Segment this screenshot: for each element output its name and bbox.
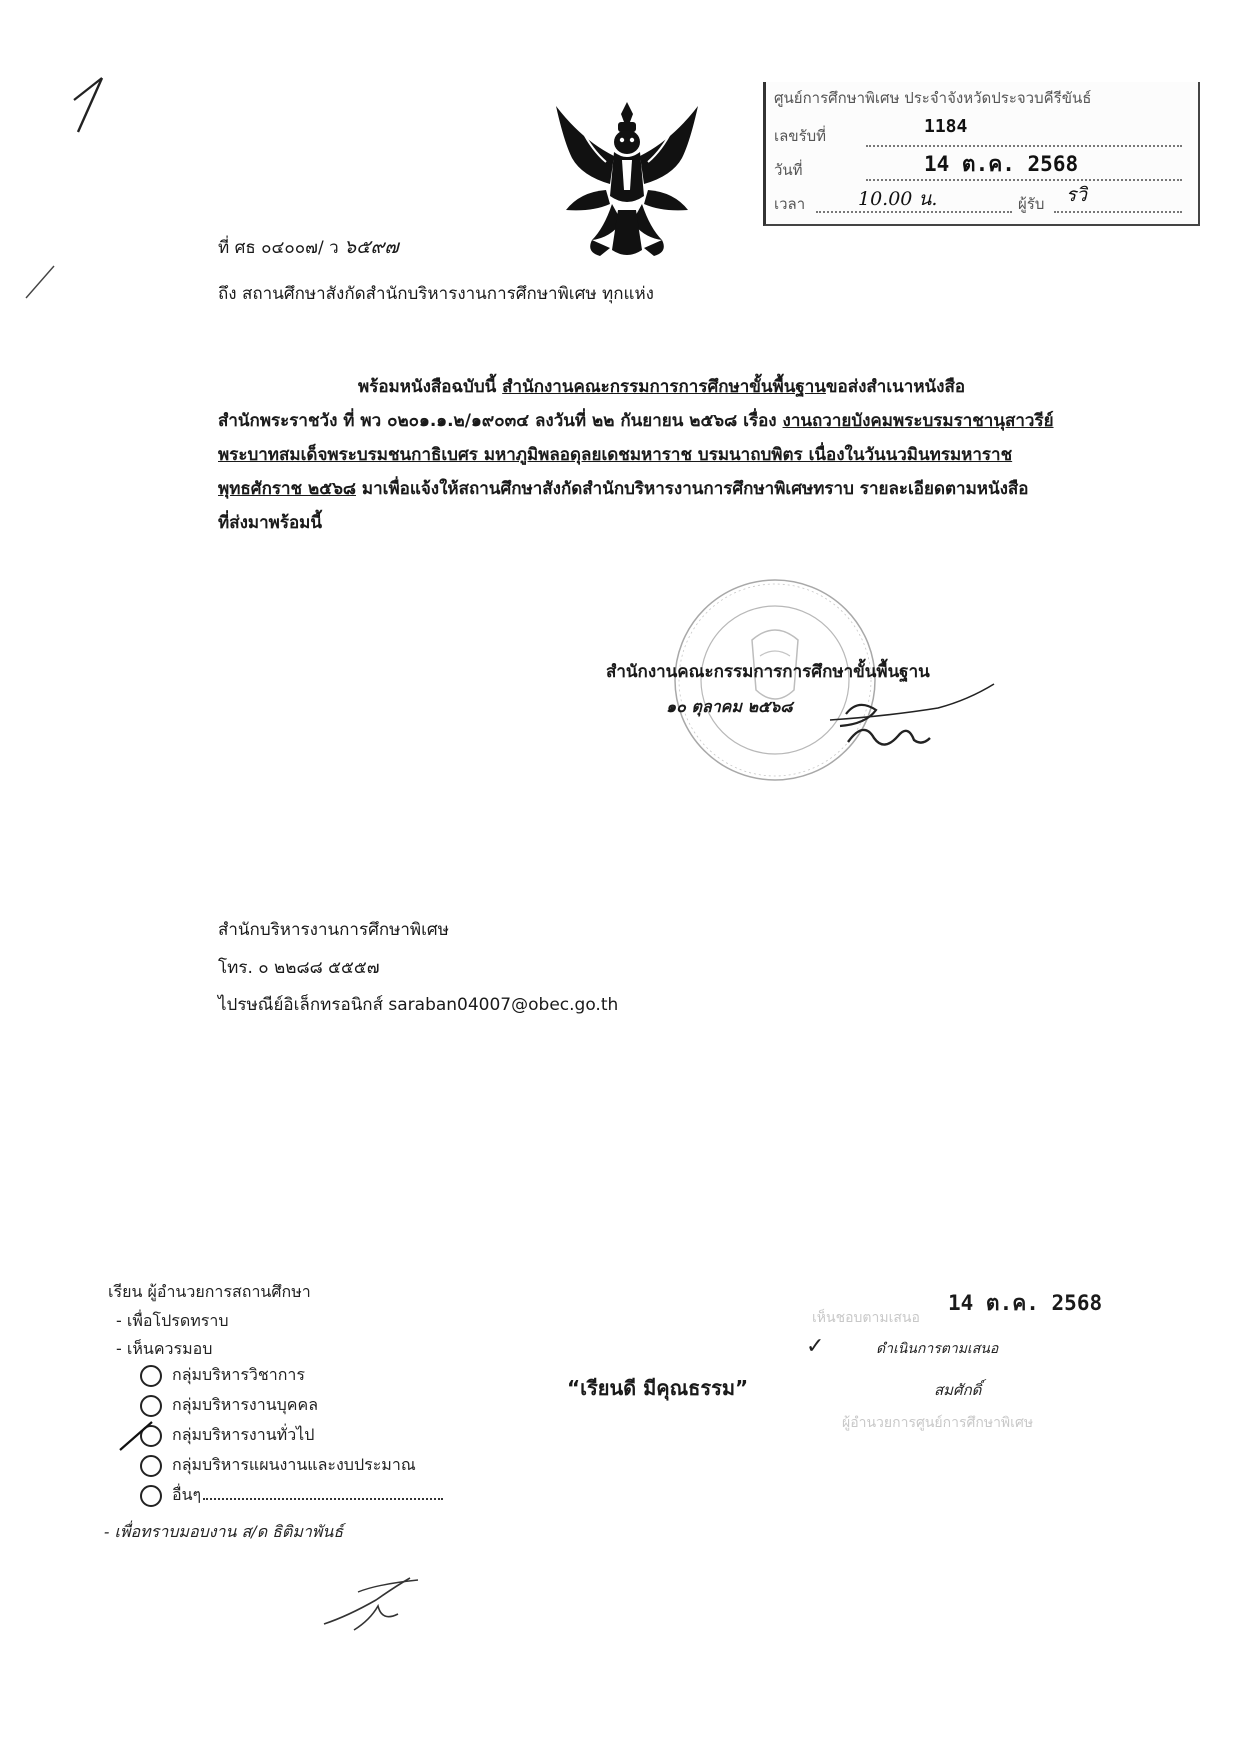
receipt-time-label: เวลา (774, 195, 806, 213)
receipt-date-label: วันที่ (774, 161, 803, 179)
receipt-number-value: 1184 (924, 116, 968, 137)
group-checkbox[interactable] (140, 1485, 162, 1507)
group-label-other: อื่นๆ (172, 1483, 443, 1508)
receipt-header: ศูนย์การศึกษาพิเศษ ประจำจังหวัดประจวบคีรีขันธ์ (774, 89, 1092, 107)
receipt-receiver-label: ผู้รับ (1018, 195, 1045, 213)
faded-position-line: ผู้อำนวยการศูนย์การศึกษาพิเศษ (842, 1415, 1034, 1431)
garuda-emblem-icon (552, 100, 702, 262)
routing-salutation: เรียน ผู้อำนวยการสถานศึกษา (108, 1282, 311, 1301)
group-checkbox[interactable] (140, 1455, 162, 1477)
document-number-label: ที่ ศธ ๐๔๐๐๗/ ว (218, 238, 339, 258)
group-label-personnel: กลุ่มบริหารงานบุคคล (172, 1395, 319, 1414)
receipt-stamp (763, 82, 1200, 226)
handwritten-numeral-mark (62, 70, 122, 140)
contact-email[interactable]: ไปรษณีย์อิเล็กทรอนิกส์ saraban04007@obec.go.th (218, 995, 619, 1015)
handwritten-assignment-note: - เพื่อทราบมอบงาน ส/ด ธิติมาพันธ์ (104, 1522, 344, 1541)
routing-option-inform: - เพื่อโปรดทราบ (116, 1311, 229, 1330)
contact-office: สำนักบริหารงานการศึกษาพิเศษ (218, 920, 449, 940)
group-checkbox[interactable] (140, 1365, 162, 1387)
motto: “เรียนดี มีคุณธรรม” (567, 1376, 749, 1400)
group-label-planning: กลุ่มบริหารแผนงานและงบประมาณ (172, 1455, 416, 1474)
body-line: สำนักพระราชวัง ที่ พว ๐๒๐๑.๑.๒/๑๙๐๓๔ ลงวันที่ ๒๒ กันยายน ๒๕๖๘ เรื่อง งานถวายบังคมพระบรมราชานุสาวรีย์ (218, 411, 1054, 431)
receipt-date-value: 14 ต.ค. 2568 (924, 152, 1079, 176)
receipt-time-value: 10.00 น. (858, 188, 938, 210)
contact-phone: โทร. ๐ ๒๒๘๘ ๕๕๕๗ (218, 958, 380, 978)
letter-body (218, 370, 1103, 540)
handwritten-signature (818, 680, 1008, 760)
group-checkbox[interactable] (140, 1395, 162, 1417)
receipt-dotted-line (1054, 210, 1182, 213)
receipt-dotted-line (866, 144, 1182, 147)
body-line: พุทธศักราช ๒๕๖๘ มาเพื่อแจ้งให้สถานศึกษาสังกัดสำนักบริหารงานการศึกษาพิเศษทราบ รายละเอียดตามหนังสือ (218, 479, 1029, 499)
routing-option-assign: - เห็นควรมอบ (116, 1339, 213, 1358)
check-slash-mark (116, 1418, 156, 1454)
receipt-number-label: เลขรับที่ (774, 127, 827, 145)
group-label-general: กลุ่มบริหารงานทั่วไป (172, 1425, 315, 1444)
signer-organization: สำนักงานคณะกรรมการการศึกษาขั้นพื้นฐาน (606, 662, 930, 682)
faded-approval-line: เห็นชอบตามเสนอ (812, 1310, 920, 1326)
body-line: ที่ส่งมาพร้อมนี้ (218, 513, 323, 533)
document-number-handwritten: ๖๕๙๗ (344, 236, 399, 258)
receipt-receiver-value: รวิ (1066, 184, 1087, 206)
group-label-academic: กลุ่มบริหารวิชาการ (172, 1365, 306, 1384)
received-date-stamp: 14 ต.ค. 2568 (948, 1291, 1103, 1315)
addressee-line: ถึง สถานศึกษาสังกัดสำนักบริหารงานการศึกษาพิเศษ ทุกแห่ง (218, 284, 654, 304)
director-handwritten-order: ดำเนินการตามเสนอ (876, 1341, 999, 1357)
director-initial: สมศักดิ์ (934, 1381, 982, 1399)
other-dotted-field (203, 1497, 443, 1500)
margin-stroke (22, 262, 58, 302)
document-number (218, 232, 399, 262)
body-line: พร้อมหนังสือฉบับนี้ สำนักงานคณะกรรมการการศึกษาขั้นพื้นฐานขอส่งสำเนาหนังสือ (358, 377, 966, 397)
handwritten-initials (318, 1570, 428, 1640)
sign-date: ๑๐ ตุลาคม ๒๕๖๘ (666, 697, 793, 716)
director-checkmark: ✓ (806, 1334, 825, 1359)
body-line: พระบาทสมเด็จพระบรมชนกาธิเบศร มหาภูมิพลอดุลยเดชมหาราช บรมนาถบพิตร เนื่องในวันนวมินทรมหาราช (218, 445, 1013, 465)
